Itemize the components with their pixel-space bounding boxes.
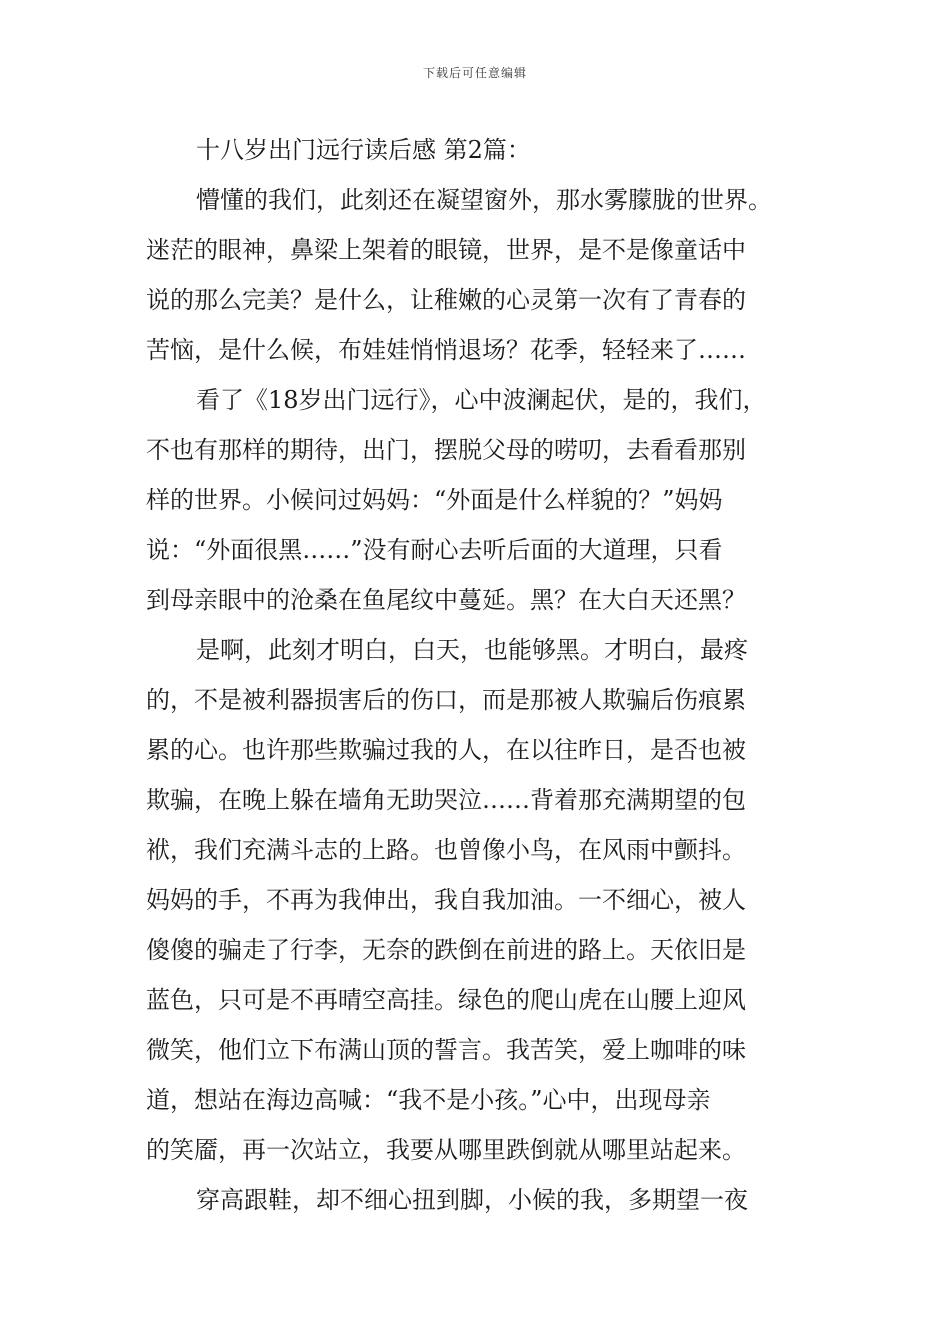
text-line: 袱，我们充满斗志的上路。也曾像小鸟，在风雨中颤抖。 <box>146 836 746 864</box>
text-line: 妈妈的手，不再为我伸出，我自我加油。一不细心，被人 <box>146 886 746 914</box>
text-line: 的笑靥，再一次站立，我要从哪里跌倒就从哪里站起来。 <box>146 1136 746 1164</box>
text-line: 道，想站在海边高喊：“我不是小孩。”心中，出现母亲 <box>146 1086 711 1114</box>
text-line: 的，不是被利器损害后的伤口，而是那被人欺骗后伤痕累 <box>146 686 746 714</box>
text-line: 累的心。也许那些欺骗过我的人，在以往昨日，是否也被 <box>146 736 746 764</box>
text-line: 微笑，他们立下布满山顶的誓言。我苦笑，爱上咖啡的味 <box>146 1036 746 1064</box>
text-line: 欺骗，在晚上躲在墙角无助哭泣……背着那充满期望的包 <box>146 786 746 814</box>
text-line: 到母亲眼中的沧桑在鱼尾纹中蔓延。黑？在大白天还黑？ <box>146 586 746 614</box>
page-header-note: 下载后可任意编辑 <box>422 66 527 80</box>
text-line: 说：“外面很黑……”没有耐心去听后面的大道理，只看 <box>146 536 723 564</box>
text-line: 穿高跟鞋，却不细心扭到脚，小候的我，多期望一夜 <box>196 1186 748 1214</box>
text-line: 傻傻的骗走了行李，无奈的跌倒在前进的路上。天依旧是 <box>146 936 746 964</box>
text-line: 说的那么完美？是什么，让稚嫩的心灵第一次有了青春的 <box>146 286 746 314</box>
text-line: 样的世界。小候问过妈妈：“外面是什么样貌的？”妈妈 <box>146 486 723 514</box>
text-line: 蓝色，只可是不再晴空高挂。绿色的爬山虎在山腰上迎风 <box>146 986 746 1014</box>
text-line: 苦恼，是什么候，布娃娃悄悄退场？花季，轻轻来了…… <box>146 336 746 364</box>
text-line: 是啊，此刻才明白，白天，也能够黑。才明白，最疼 <box>196 636 748 664</box>
document-title: 十八岁出门远行读后感 第2篇： <box>196 136 531 164</box>
text-line: 不也有那样的期待，出门，摆脱父母的唠叨，去看看那别 <box>146 436 746 464</box>
text-line: 懵懂的我们，此刻还在凝望窗外，那水雾朦胧的世界。 <box>196 186 772 214</box>
text-line: 看了《18岁出门远行》，心中波澜起伏，是的，我们， <box>196 386 767 414</box>
text-line: 迷茫的眼神，鼻梁上架着的眼镜，世界，是不是像童话中 <box>146 236 746 264</box>
